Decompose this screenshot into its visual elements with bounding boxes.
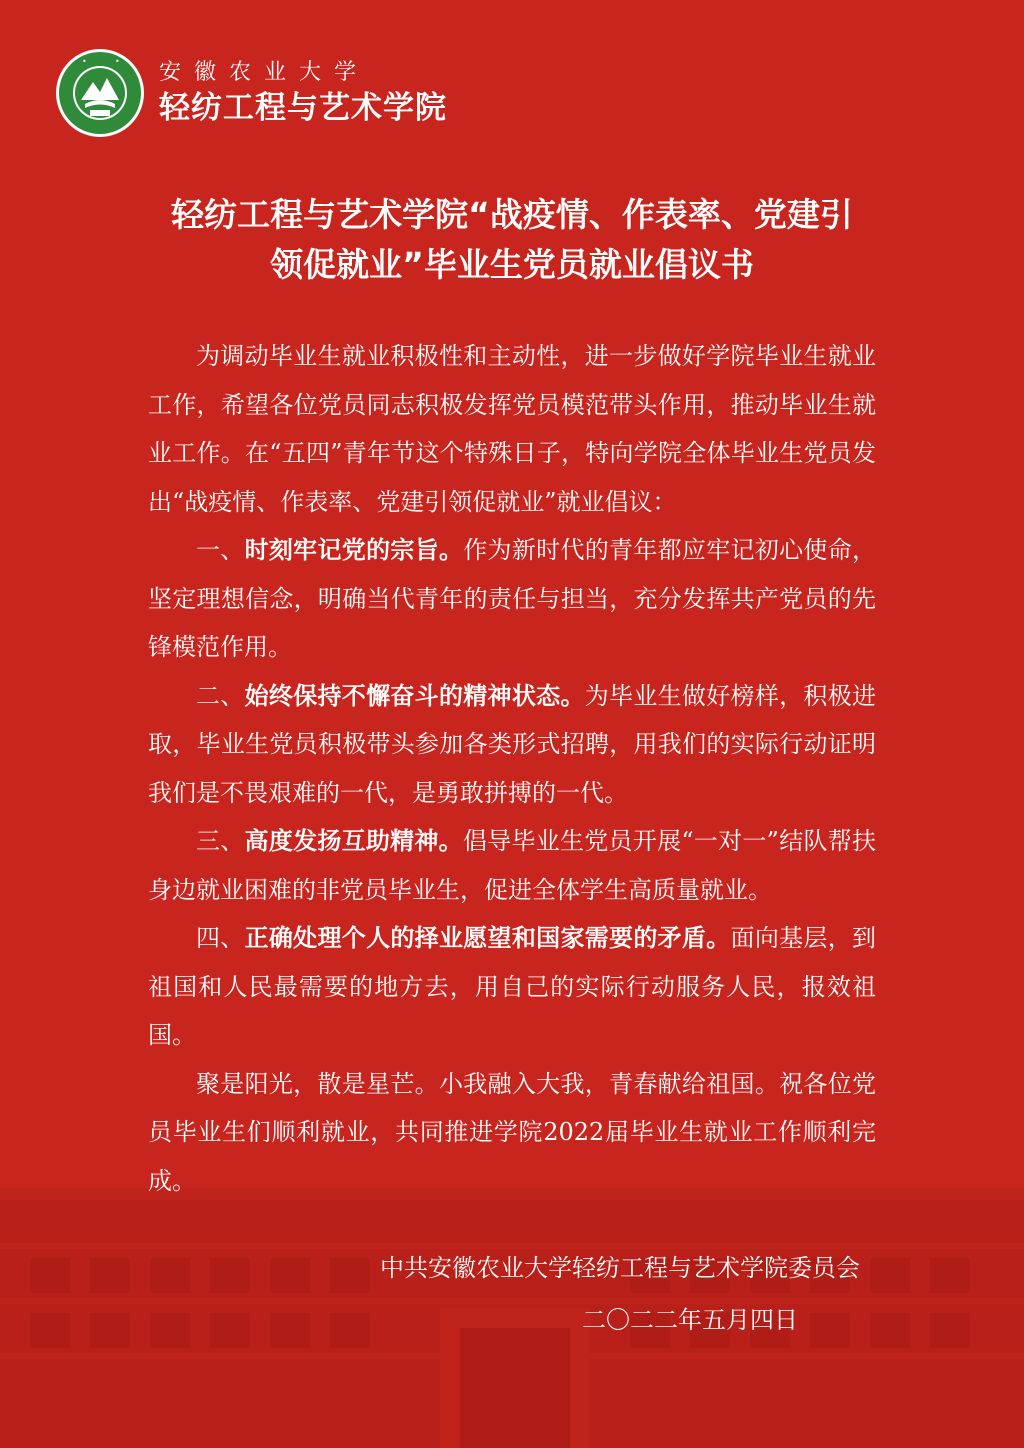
item-heading: 始终保持不懈奋斗的精神状态。 xyxy=(244,681,585,710)
item-number: 四、 xyxy=(196,924,245,952)
item-paragraph xyxy=(148,526,876,672)
svg-text:•: • xyxy=(115,57,120,66)
item-paragraph xyxy=(148,672,876,818)
closing-paragraph: 聚是阳光，散是星芒。小我融入大我，青春献给祖国。祝各位党员毕业生们顺利就业，共同推进学院2022届毕业生就业工作顺利完成。 xyxy=(148,1069,876,1195)
item-text: 作为新时代的青年都应牢记初心使命，坚定理想信念，明确当代青年的责任与担当，充分发挥共产党员的先锋模范作用。 xyxy=(148,536,877,661)
university-name: 安徽农业大学 xyxy=(159,60,370,85)
item-heading: 高度发扬互助精神。 xyxy=(244,827,463,855)
item-paragraph xyxy=(148,817,876,914)
item-heading: 正确处理个人的择业愿望和国家需要的矛盾。 xyxy=(244,924,731,952)
university-logo xyxy=(55,48,145,138)
signature-date: 二〇二二年五月四日 xyxy=(582,1306,798,1334)
item-number: 三、 xyxy=(196,827,245,855)
item-heading: 时刻牢记党的宗旨。 xyxy=(244,536,464,564)
intro-paragraph: 为调动毕业生就业积极性和主动性，进一步做好学院毕业生就业工作，希望各位党员同志积极发挥党员模范带头作用，推动毕业生就业工作。在“五四”青年节这个特殊日子，特向学院全体毕业生党员发出“战疫情、作表率、党建引领促就业”就业倡议： xyxy=(148,342,876,516)
document-body xyxy=(148,332,876,1205)
svg-text:•: • xyxy=(82,57,87,66)
item-paragraph xyxy=(148,914,876,1060)
college-name: 轻纺工程与艺术学院 xyxy=(159,90,447,126)
item-number: 二、 xyxy=(196,681,245,710)
title-line-1: 轻纺工程与艺术学院“战疫情、作表率、党建引 xyxy=(171,195,853,234)
item-number: 一、 xyxy=(196,536,245,564)
item-text: 面向基层，到祖国和人民最需要的地方去，用自己的实际行动服务人民，报效祖国。 xyxy=(148,924,877,1049)
signature-organization: 中共安徽农业大学轻纺工程与艺术学院委员会 xyxy=(380,1254,860,1282)
item-text: 倡导毕业生党员开展“一对一”结队帮扶身边就业困难的非党员毕业生，促进全体学生高质量就业。 xyxy=(148,827,877,904)
document-title xyxy=(120,190,904,290)
title-line-2: 领促就业”毕业生党员就业倡议书 xyxy=(270,245,754,284)
item-text: 为毕业生做好榜样，积极进取，毕业生党员积极带头参加各类形式招聘，用我们的实际行动证明我们是不畏艰难的一代，是勇敢拼搏的一代。 xyxy=(148,681,877,807)
header xyxy=(55,48,447,138)
signature xyxy=(380,1242,860,1346)
